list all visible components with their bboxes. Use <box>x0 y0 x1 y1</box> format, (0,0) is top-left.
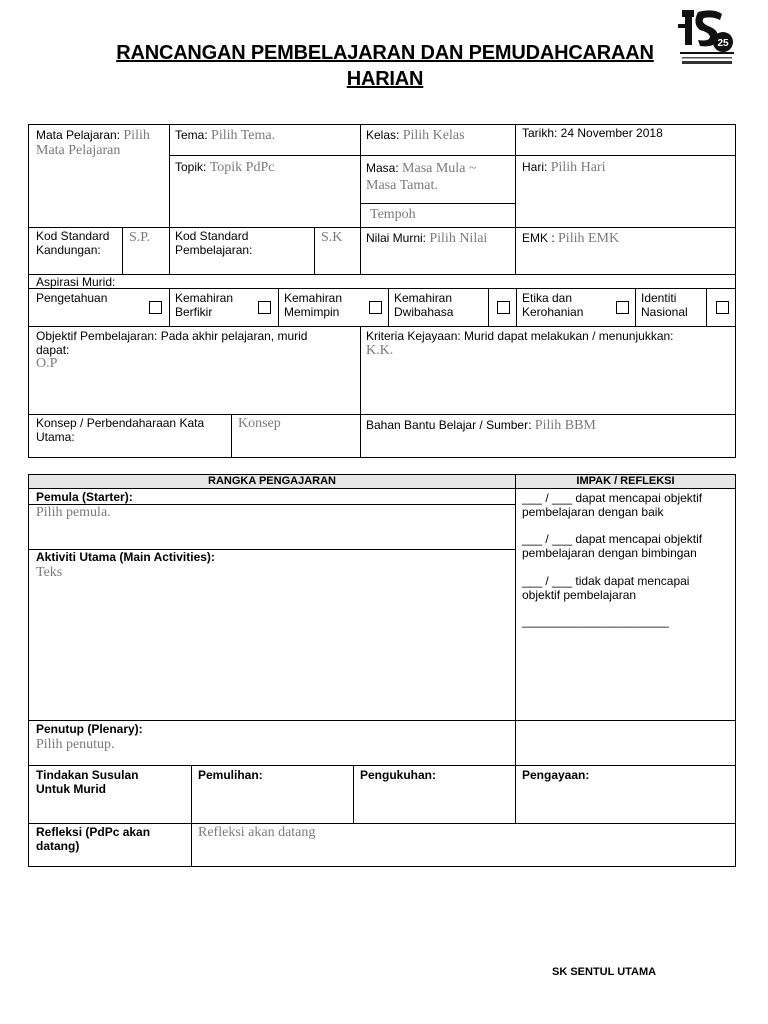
kod-standard-pembelajaran-value[interactable]: S.K <box>321 230 343 245</box>
page-title-line2: HARIAN <box>346 68 424 90</box>
kod-standard-kandungan-value[interactable]: S.P. <box>129 230 151 245</box>
refleksi-label: Refleksi (PdPc akan datang) <box>36 825 151 853</box>
impak-refleksi-header: IMPAK / REFLEKSI <box>516 475 735 488</box>
bahan-bantu-belajar-field[interactable]: Bahan Bantu Belajar / Sumber: Pilih BBM <box>366 418 596 433</box>
aspirasi-pengetahuan-label: Pengetahuan <box>36 291 108 305</box>
kelas-field[interactable]: Kelas: Pilih Kelas <box>366 128 465 143</box>
konsep-label: Konsep / Perbendaharaan Kata Utama: <box>36 416 205 444</box>
mata-pelajaran-field[interactable]: Mata Pelajaran: Pilih Mata Pelajaran <box>36 128 150 158</box>
aspirasi-kemahiran-berfikir-label: Kemahiran Berfikir <box>175 291 234 319</box>
aktiviti-utama-label: Aktiviti Utama (Main Activities): <box>36 550 215 564</box>
pengayaan-field[interactable]: Pengayaan: <box>522 768 590 782</box>
pengetahuan-checkbox[interactable] <box>149 301 162 314</box>
school-logo <box>676 6 738 68</box>
kriteria-kejayaan-label: Kriteria Kejayaan: Murid dapat melakukan / menunjukkan: <box>366 329 674 343</box>
nilai-murni-field[interactable]: Nilai Murni: Pilih Nilai <box>366 231 488 246</box>
pengukuhan-field[interactable]: Pengukuhan: <box>360 768 437 782</box>
kemahiran-dwibahasa-checkbox[interactable] <box>497 301 510 314</box>
impak-item-1: ___ / ___ dapat mencapai objektif pembelajaran dengan baik <box>522 491 703 519</box>
masa-field[interactable]: Masa: Masa Mula ~ Masa Tamat. <box>366 161 477 193</box>
school-name-footer: SK SENTUL UTAMA <box>552 966 657 978</box>
penutup-value[interactable]: Pilih penutup. <box>36 737 115 752</box>
kriteria-kejayaan-value[interactable]: K.K. <box>366 343 394 358</box>
aspirasi-etika-kerohanian-label: Etika dan Kerohanian <box>522 291 584 319</box>
objektif-pembelajaran-label: Objektif Pembelajaran: Pada akhir pelajaran, murid dapat: <box>36 329 308 357</box>
aktiviti-utama-value[interactable]: Teks <box>36 565 63 580</box>
impak-item-3: ___ / ___ tidak dapat mencapai objektif pembelajaran <box>522 574 690 602</box>
page-title-line1: RANCANGAN PEMBELAJARAN DAN PEMUDAHCARAAN <box>116 42 654 64</box>
pemula-value[interactable]: Pilih pemula. <box>36 505 111 520</box>
aspirasi-murid-label: Aspirasi Murid: <box>36 275 116 289</box>
pemulihan-field[interactable]: Pemulihan: <box>198 768 263 782</box>
tindakan-susulan-label: Tindakan Susulan Untuk Murid <box>36 768 139 796</box>
etika-kerohanian-checkbox[interactable] <box>616 301 629 314</box>
aspirasi-kemahiran-dwibahasa-label: Kemahiran Dwibahasa <box>394 291 454 319</box>
aspirasi-identiti-nasional-label: Identiti Nasional <box>641 291 688 319</box>
kemahiran-berfikir-checkbox[interactable] <box>258 301 271 314</box>
kod-standard-kandungan-label: Kod Standard Kandungan: <box>36 229 110 257</box>
refleksi-value[interactable]: Refleksi akan datang <box>198 825 316 840</box>
tema-field[interactable]: Tema: Pilih Tema. <box>175 128 276 143</box>
rangka-pengajaran-header: RANGKA PENGAJARAN <box>29 475 515 488</box>
impak-item-2: ___ / ___ dapat mencapai objektif pembelajaran dengan bimbingan <box>522 532 703 560</box>
konsep-value[interactable]: Konsep <box>238 416 281 431</box>
impak-blank-line[interactable]: ______________________ <box>522 614 669 628</box>
emk-field[interactable]: EMK : Pilih EMK <box>522 231 620 246</box>
pemula-label: Pemula (Starter): <box>36 490 133 504</box>
hari-field[interactable]: Hari: Pilih Hari <box>522 160 606 175</box>
kod-standard-pembelajaran-label: Kod Standard Pembelajaran: <box>175 229 253 257</box>
logo-number: 25 <box>717 38 729 49</box>
objektif-pembelajaran-value[interactable]: O.P <box>36 356 58 371</box>
kemahiran-memimpin-checkbox[interactable] <box>369 301 382 314</box>
tempoh-field[interactable]: Tempoh <box>370 207 416 222</box>
topik-field[interactable]: Topik: Topik PdPc <box>175 160 275 175</box>
penutup-label: Penutup (Plenary): <box>36 722 143 736</box>
identiti-nasional-checkbox[interactable] <box>716 301 729 314</box>
tarikh-field[interactable]: Tarikh: 24 November 2018 <box>522 126 663 140</box>
aspirasi-kemahiran-memimpin-label: Kemahiran Memimpin <box>284 291 343 319</box>
